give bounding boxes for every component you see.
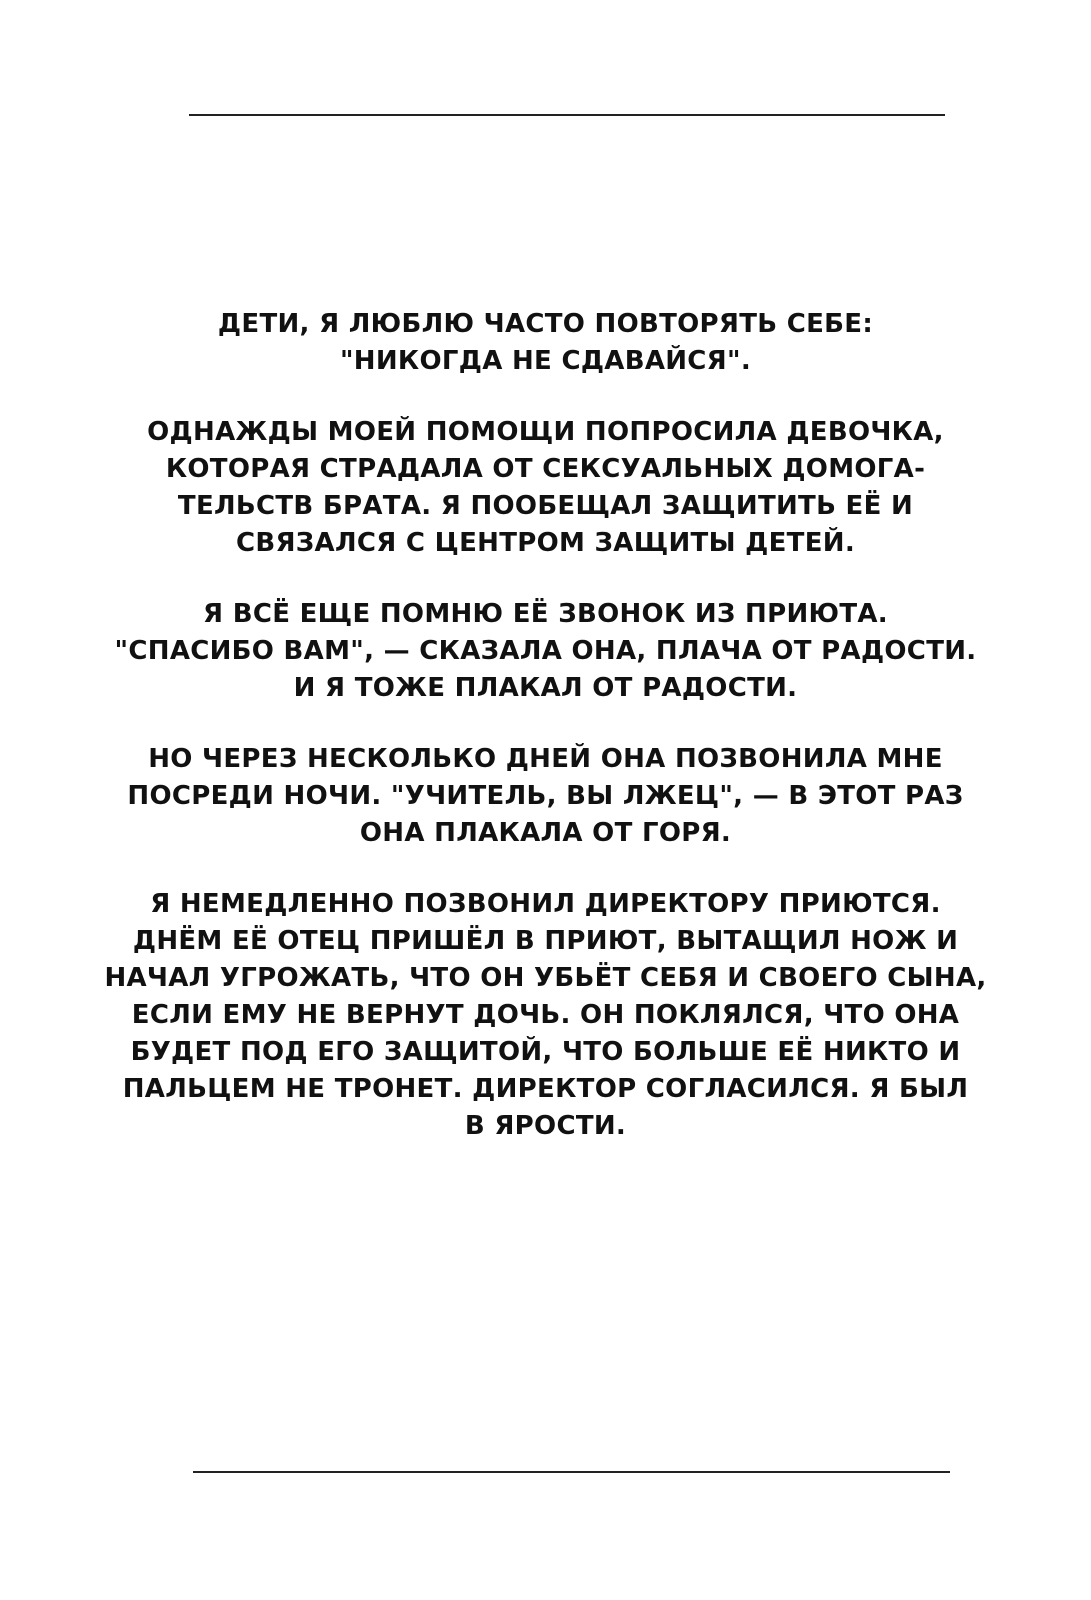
paragraph-2: [30, 414, 1061, 562]
paragraph-1: [30, 306, 1061, 380]
text-line: ДНЁМ ЕЁ ОТЕЦ ПРИШЁЛ В ПРИЮТ, ВЫТАЩИЛ НОЖ И: [132, 926, 959, 956]
top-divider: [189, 114, 945, 116]
paragraph-3: [30, 596, 1061, 707]
text-line: ЕСЛИ ЕМУ НЕ ВЕРНУТ ДОЧЬ. ОН ПОКЛЯЛСЯ, ЧТО ОНА: [131, 1000, 960, 1030]
bottom-divider: [193, 1471, 950, 1473]
text-line: КОТОРАЯ СТРАДАЛА ОТ СЕКСУАЛЬНЫХ ДОМОГА-: [165, 454, 926, 484]
text-line: В ЯРОСТИ.: [464, 1111, 627, 1141]
text-line: Я НЕМЕДЛЕННО ПОЗВОНИЛ ДИРЕКТОРУ ПРИЮТСЯ.: [150, 889, 941, 919]
text-line: И Я ТОЖЕ ПЛАКАЛ ОТ РАДОСТИ.: [293, 673, 798, 703]
text-line: ПОСРЕДИ НОЧИ. "УЧИТЕЛЬ, ВЫ ЛЖЕЦ", — В ЭТОТ РАЗ: [127, 781, 964, 811]
paragraph-4: [30, 741, 1061, 852]
text-line: БУДЕТ ПОД ЕГО ЗАЩИТОЙ, ЧТО БОЛЬШЕ ЕЁ НИКТО И: [130, 1037, 961, 1067]
text-line: ОДНАЖДЫ МОЕЙ ПОМОЩИ ПОПРОСИЛА ДЕВОЧКА,: [147, 417, 944, 447]
text-line: НО ЧЕРЕЗ НЕСКОЛЬКО ДНЕЙ ОНА ПОЗВОНИЛА МНЕ: [148, 744, 943, 774]
text-line: ТЕЛЬСТВ БРАТА. Я ПООБЕЩАЛ ЗАЩИТИТЬ ЕЁ И: [177, 491, 914, 521]
text-line: "СПАСИБО ВАМ", — СКАЗАЛА ОНА, ПЛАЧА ОТ РАДОСТИ.: [114, 636, 977, 666]
page-text: [30, 306, 1061, 1179]
text-line: ОНА ПЛАКАЛА ОТ ГОРЯ.: [359, 818, 732, 848]
paragraph-5: [30, 886, 1061, 1145]
text-line: ДЕТИ, Я ЛЮБЛЮ ЧАСТО ПОВТОРЯТЬ СЕБЕ:: [217, 309, 874, 339]
text-line: СВЯЗАЛСЯ С ЦЕНТРОМ ЗАЩИТЫ ДЕТЕЙ.: [235, 528, 856, 558]
text-line: НАЧАЛ УГРОЖАТЬ, ЧТО ОН УБЬЁТ СЕБЯ И СВОЕГО СЫНА,: [104, 963, 987, 993]
text-line: Я ВСЁ ЕЩЕ ПОМНЮ ЕЁ ЗВОНОК ИЗ ПРИЮТА.: [203, 599, 888, 629]
text-line: ПАЛЬЦЕМ НЕ ТРОНЕТ. ДИРЕКТОР СОГЛАСИЛСЯ. Я БЫЛ: [122, 1074, 969, 1104]
text-line: "НИКОГДА НЕ СДАВАЙСЯ".: [339, 346, 752, 376]
